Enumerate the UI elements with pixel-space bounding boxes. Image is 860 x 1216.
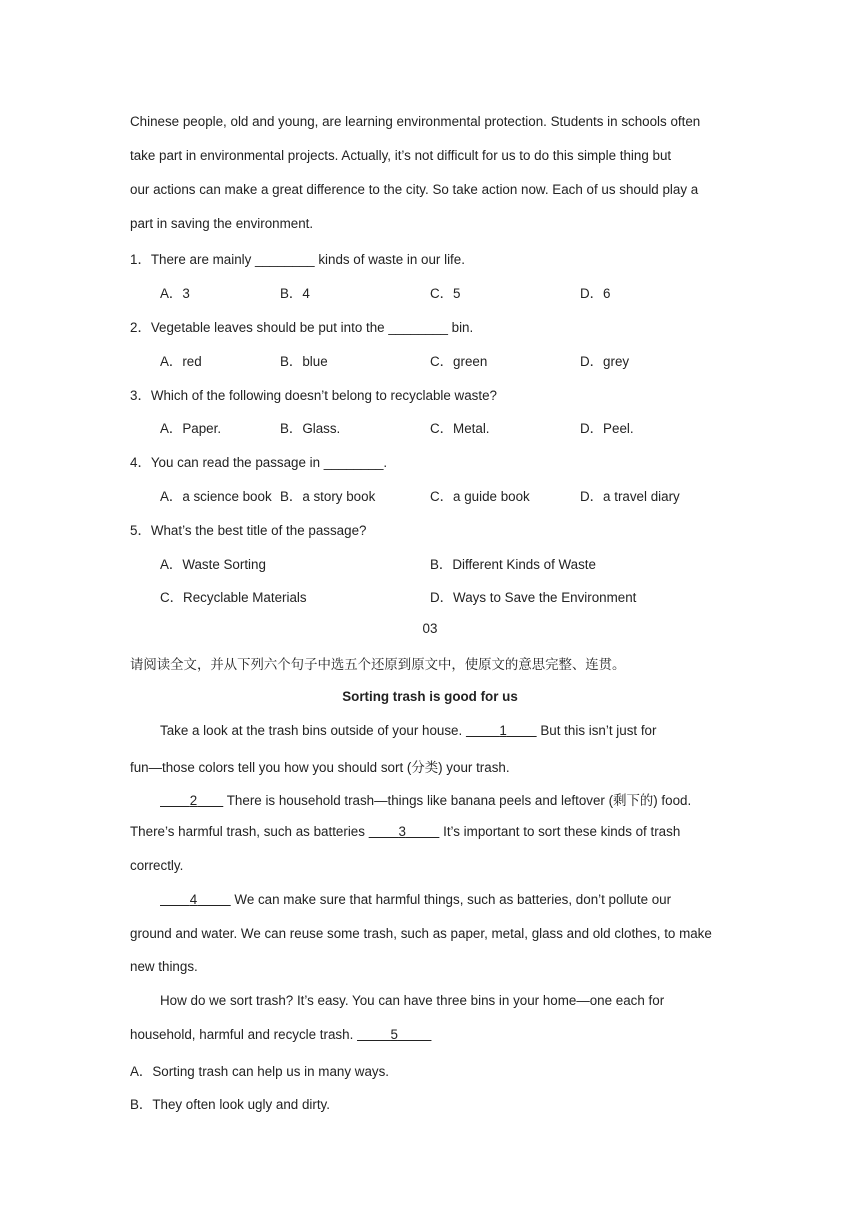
- sentence-option-a: A．Sorting trash can help us in many ways.: [130, 1064, 390, 1079]
- question-1-option-c: C．5: [430, 286, 461, 301]
- passage-line: take part in environmental projects. Actually, it’s not difficult for us to do this simple thing but: [130, 148, 672, 163]
- sentence-option-b: B．They often look ugly and dirty.: [130, 1097, 330, 1112]
- question-5-option-d: D．Ways to Save the Environment: [430, 590, 637, 605]
- question-1-option-a: A．3: [160, 286, 190, 301]
- question-4-option-a: A．a science book: [160, 489, 272, 504]
- question-3-option-a: A．Paper.: [160, 421, 222, 436]
- paragraph-1-line-2: fun—those colors tell you how you should sort (分类) your trash.: [130, 760, 510, 775]
- passage-line: part in saving the environment.: [130, 216, 314, 231]
- question-5-option-b: B．Different Kinds of Waste: [430, 557, 596, 572]
- blank-2: 2: [189, 793, 198, 808]
- paragraph-4-line-2: household, harmful and recycle trash. 5: [130, 1027, 431, 1042]
- blank-3: 3: [398, 824, 406, 839]
- question-3-stem: 3．Which of the following doesn’t belong to recyclable waste?: [130, 388, 497, 403]
- question-1-option-d: D．6: [580, 286, 611, 301]
- passage-line: Chinese people, old and young, are learning environmental protection. Students in schools often: [130, 114, 701, 129]
- paragraph-2-line-3: correctly.: [130, 858, 184, 873]
- blank-1: 1: [499, 723, 507, 738]
- question-5-option-c: C．Recyclable Materials: [160, 590, 307, 605]
- paragraph-3-line-3: new things.: [130, 959, 198, 974]
- paragraph-2-line-2: There’s harmful trash, such as batteries 3 It’s important to sort these kinds of trash: [130, 824, 681, 839]
- question-4-option-d: D．a travel diary: [580, 489, 680, 504]
- paragraph-2-line-1: 2 There is household trash—things like banana peels and leftover (剩下的) food.: [160, 790, 691, 809]
- question-3-option-c: C．Metal.: [430, 421, 490, 436]
- question-2-option-a: A．red: [160, 354, 202, 369]
- question-5-option-a: A．Waste Sorting: [160, 557, 266, 572]
- blank-5: 5: [390, 1027, 398, 1042]
- paragraph-1-line-1: Take a look at the trash bins outside of your house. 1 But this isn’t just for: [160, 723, 657, 738]
- paragraph-3-line-1: 4 We can make sure that harmful things, such as batteries, don’t pollute our: [160, 892, 671, 907]
- section-number: 03: [422, 621, 438, 636]
- blank-4: 4: [189, 892, 198, 907]
- question-4-option-b: B．a story book: [280, 489, 376, 504]
- question-1-option-b: B．4: [280, 286, 310, 301]
- question-2-option-c: C．green: [430, 354, 488, 369]
- paragraph-3-line-2: ground and water. We can reuse some trash, such as paper, metal, glass and old clothes, to make: [130, 926, 712, 941]
- passage-line: our actions can make a great difference to the city. So take action now. Each of us should play a: [130, 182, 699, 197]
- question-1-stem: 1．There are mainly ________ kinds of waste in our life.: [130, 252, 465, 267]
- question-3-option-d: D．Peel.: [580, 421, 634, 436]
- question-3-option-b: B．Glass.: [280, 421, 341, 436]
- question-2-option-d: D．grey: [580, 354, 630, 369]
- question-2-stem: 2．Vegetable leaves should be put into the ________ bin.: [130, 320, 474, 335]
- question-4-stem: 4．You can read the passage in ________.: [130, 455, 388, 470]
- paragraph-4-line-1: How do we sort trash? It’s easy. You can have three bins in your home—one each for: [160, 993, 665, 1008]
- question-4-option-c: C．a guide book: [430, 489, 530, 504]
- instruction: 请阅读全文，并从下列六个句子中选五个还原到原文中，使原文的意思完整、连贯。: [130, 658, 626, 673]
- question-2-option-b: B．blue: [280, 354, 328, 369]
- question-5-stem: 5．What’s the best title of the passage?: [130, 523, 367, 538]
- passage-title: Sorting trash is good for us: [342, 689, 518, 704]
